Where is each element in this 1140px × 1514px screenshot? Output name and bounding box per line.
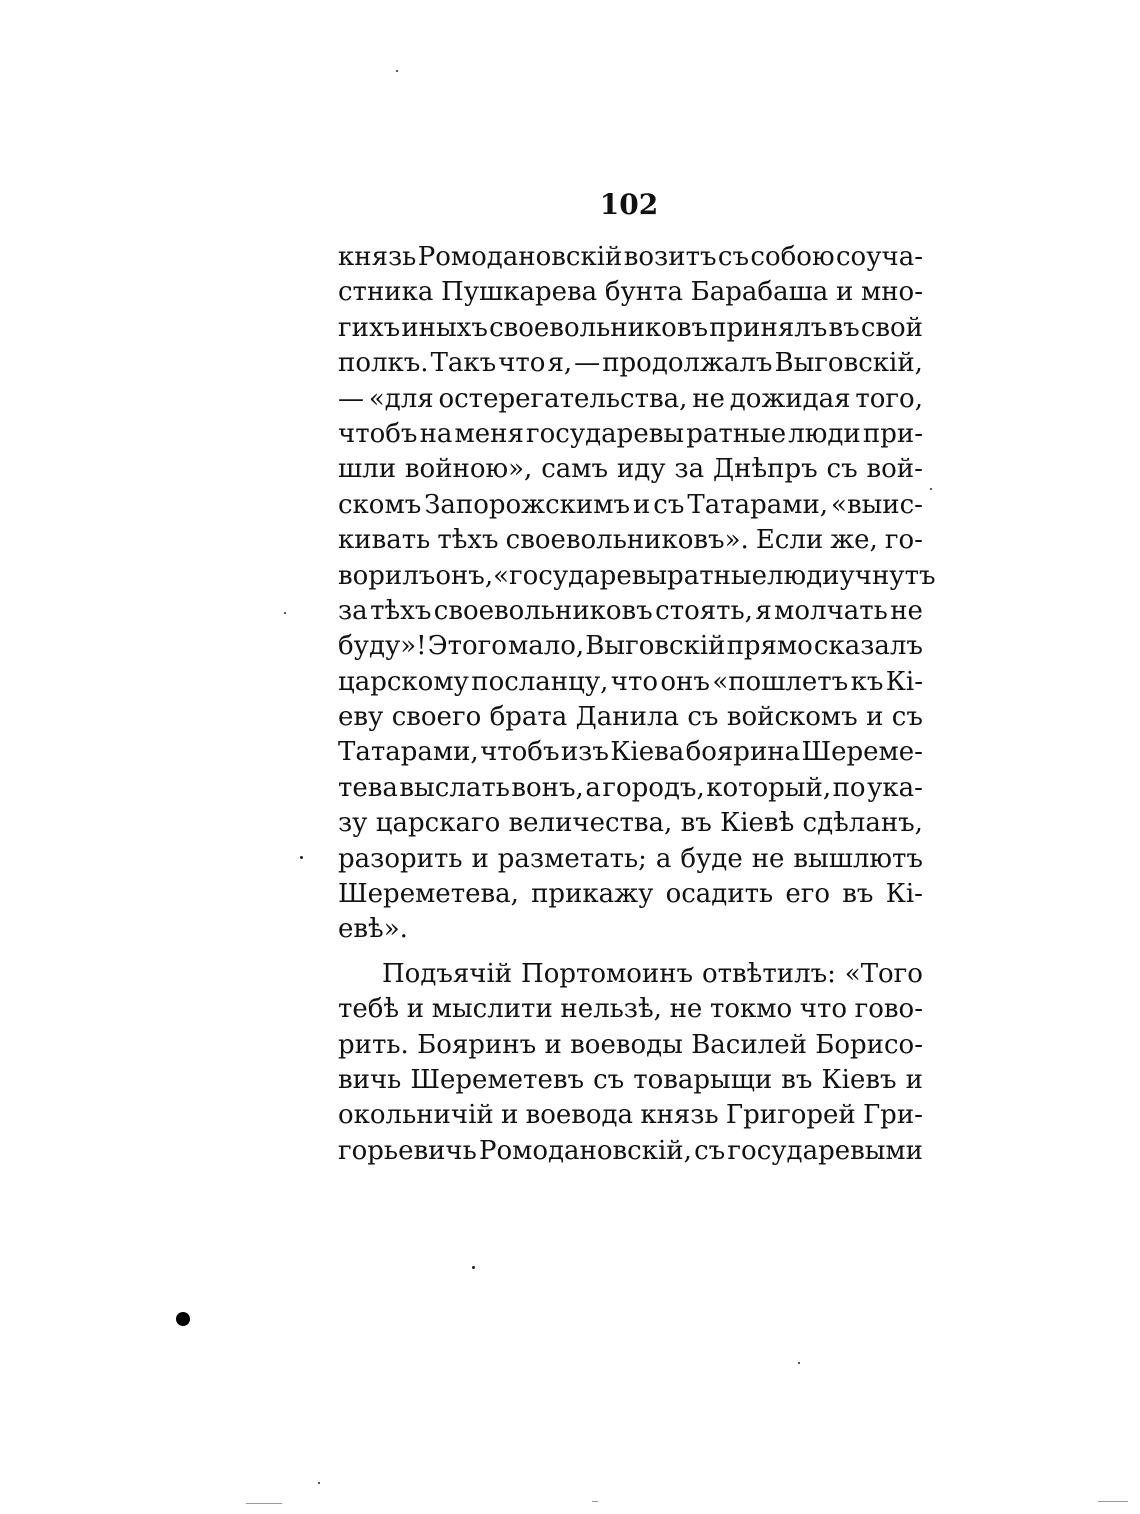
word: Днѣпръ xyxy=(712,454,818,485)
word: токмо xyxy=(709,994,793,1025)
text-line xyxy=(338,311,923,346)
word: горьевичь xyxy=(338,1135,477,1166)
word: разметать; xyxy=(497,843,647,874)
word: Пушкарева xyxy=(441,277,598,308)
word: зу xyxy=(338,808,368,839)
word: го- xyxy=(884,525,923,556)
word: молчать xyxy=(774,595,888,626)
word: Ромодановскій, xyxy=(479,1135,692,1166)
word: не xyxy=(890,595,923,626)
word: прикажу xyxy=(531,879,654,910)
word: чтобъ xyxy=(338,418,418,449)
word: Григорей xyxy=(725,1100,856,1131)
text-line xyxy=(338,912,923,947)
word: за xyxy=(338,595,368,626)
word: — xyxy=(338,383,364,414)
text-line xyxy=(338,842,923,877)
word: Татарами, xyxy=(687,489,829,520)
word: товарыщи xyxy=(633,1064,773,1095)
word: тева xyxy=(338,772,398,803)
word: посланцу, xyxy=(471,666,609,697)
text-line xyxy=(338,992,923,1027)
word: Ромодановскій xyxy=(417,242,623,272)
word: и xyxy=(471,843,489,874)
word: вонъ, xyxy=(511,772,584,803)
word: остерегательства, xyxy=(438,383,688,414)
word: Шереме- xyxy=(801,737,923,768)
word: съ xyxy=(891,702,923,733)
word: боярина xyxy=(685,737,801,768)
text-line xyxy=(338,629,923,664)
word: тѣхъ xyxy=(370,595,432,626)
text-line xyxy=(338,559,936,594)
word: гихъ xyxy=(338,312,401,343)
word: не xyxy=(669,994,703,1025)
word: же, xyxy=(830,525,878,556)
text-line xyxy=(338,665,923,700)
word: рить. xyxy=(338,1029,409,1060)
word: Василей xyxy=(691,1029,807,1060)
word: гово- xyxy=(854,994,923,1025)
word: вой- xyxy=(866,454,923,485)
word: буде xyxy=(680,843,743,874)
word: онъ xyxy=(660,666,710,697)
scan-speck xyxy=(396,70,398,72)
word: своего xyxy=(391,702,482,733)
word: люди xyxy=(788,418,861,449)
word: своевольниковъ xyxy=(433,595,653,626)
word: не xyxy=(692,383,725,414)
word: что xyxy=(799,994,847,1025)
word: своевольниковъ». xyxy=(505,525,749,556)
word: «Того xyxy=(844,958,923,989)
word: и xyxy=(866,702,884,733)
word: Гри- xyxy=(862,1100,923,1131)
text-line xyxy=(338,594,923,629)
word: Подъячій xyxy=(382,958,513,989)
scan-dash xyxy=(1098,1501,1128,1502)
word: Шереметевъ xyxy=(410,1064,585,1095)
word: ворилъ xyxy=(338,560,436,591)
word: его xyxy=(785,879,831,910)
word: не xyxy=(751,843,785,874)
word: князь xyxy=(338,242,417,272)
word: Кіевѣ xyxy=(720,808,795,839)
word: «государевы xyxy=(493,560,668,591)
scan-speck xyxy=(300,856,303,859)
word: при- xyxy=(862,418,923,449)
word: Этого xyxy=(427,631,507,662)
word: возитъ xyxy=(623,242,717,272)
text-line xyxy=(338,452,923,487)
word: Бояринъ xyxy=(417,1029,537,1060)
word: самъ xyxy=(541,454,609,485)
scan-speck xyxy=(284,612,286,614)
word: изъ xyxy=(560,737,609,768)
word: городъ, xyxy=(602,772,705,803)
word: «пошлетъ xyxy=(712,666,849,697)
word: Шереметева, xyxy=(338,879,519,910)
word: Барабаша xyxy=(690,277,829,308)
scan-dash xyxy=(246,1503,282,1504)
word: воевода xyxy=(525,1100,634,1131)
word: отвѣтилъ: xyxy=(702,958,836,989)
word: ратные xyxy=(667,560,767,591)
word: Кі- xyxy=(885,666,923,697)
word: войскомъ xyxy=(726,702,858,733)
word: соуча- xyxy=(836,242,923,272)
scan-dash xyxy=(592,1501,598,1502)
text-line xyxy=(338,382,923,417)
word: къ xyxy=(850,666,884,697)
scan-speck xyxy=(472,1266,475,1269)
word: сказалъ xyxy=(813,631,923,662)
word: свой xyxy=(860,312,923,343)
word: брата xyxy=(489,702,568,733)
word: царскому xyxy=(338,666,469,697)
text-line xyxy=(338,700,923,735)
paragraph-gap xyxy=(338,948,923,957)
word: выслать xyxy=(399,772,510,803)
word: окольничій xyxy=(338,1100,494,1131)
word: Такъ xyxy=(430,348,497,379)
word: въ xyxy=(828,312,860,343)
word: и xyxy=(406,994,425,1025)
word: «для xyxy=(368,383,434,414)
word: войною», xyxy=(404,454,533,485)
word: Портомоинъ xyxy=(521,958,694,989)
word: на xyxy=(419,418,453,449)
word: за xyxy=(674,454,705,485)
word: въ xyxy=(680,808,712,839)
word: царскаго xyxy=(375,808,501,839)
word: Татарами, xyxy=(338,737,479,768)
word: съ xyxy=(826,454,858,485)
word: я, xyxy=(547,348,573,379)
word: учнутъ xyxy=(839,560,936,591)
text-line xyxy=(338,877,923,912)
word: Борисо- xyxy=(815,1029,923,1060)
word: величества, xyxy=(508,808,673,839)
word: Кі- xyxy=(885,879,923,910)
text-line xyxy=(338,771,923,806)
text-line xyxy=(338,1134,923,1169)
word: шли xyxy=(338,454,397,485)
word: а xyxy=(585,772,601,803)
word: евѣ». xyxy=(338,914,408,945)
word: прямо xyxy=(726,631,813,662)
word: воеводы xyxy=(570,1029,683,1060)
word: осадить xyxy=(665,879,774,910)
word: съ xyxy=(593,1064,625,1095)
page-number: 102 xyxy=(599,188,659,221)
word: съ xyxy=(694,1135,726,1166)
word: Запорожскимъ xyxy=(424,489,631,520)
word: буду»! xyxy=(338,631,427,662)
text-line xyxy=(338,523,923,558)
word: разорить xyxy=(338,843,463,874)
word: того, xyxy=(855,383,923,414)
text-line xyxy=(338,1063,923,1098)
word: что xyxy=(498,348,546,379)
word: иныхъ xyxy=(401,312,488,343)
word: по xyxy=(832,772,866,803)
word: продолжалъ xyxy=(602,348,773,379)
text-line xyxy=(338,488,923,523)
text-line xyxy=(338,806,923,841)
word: иду xyxy=(616,454,666,485)
text-line xyxy=(338,957,923,992)
word: — xyxy=(574,348,601,379)
word: нельзѣ, xyxy=(560,994,662,1025)
word: люди xyxy=(766,560,840,591)
word: меня xyxy=(454,418,524,449)
word: Кіевъ xyxy=(821,1064,897,1095)
word: тебѣ xyxy=(338,994,400,1025)
word: а xyxy=(655,843,672,874)
word: вичь xyxy=(338,1064,402,1095)
word: съ xyxy=(717,242,750,272)
word: полкъ. xyxy=(338,348,429,379)
word: онъ, xyxy=(435,560,494,591)
word: съ xyxy=(687,702,719,733)
word: бунта xyxy=(604,277,683,308)
word: и xyxy=(835,277,854,308)
word: и xyxy=(544,1029,562,1060)
word: стоять, xyxy=(655,595,753,626)
word: тѣхъ xyxy=(437,525,499,556)
word: еву xyxy=(338,702,384,733)
word: мало, xyxy=(508,631,585,662)
word: «выис- xyxy=(831,489,923,520)
word: Данила xyxy=(575,702,679,733)
word: ука- xyxy=(867,772,923,803)
word: въ xyxy=(781,1064,813,1095)
word: чтобъ xyxy=(480,737,560,768)
word: въ xyxy=(842,879,874,910)
word: ратные xyxy=(686,418,787,449)
text-line xyxy=(338,1098,923,1133)
word: что xyxy=(610,666,659,697)
word: государевы xyxy=(526,418,685,449)
text-block xyxy=(338,240,936,1169)
word: съ xyxy=(653,489,685,520)
text-line xyxy=(338,346,923,381)
word: и xyxy=(500,1100,519,1131)
word: Если xyxy=(755,525,824,556)
text-line xyxy=(338,240,923,275)
scan-speck xyxy=(798,1362,800,1364)
word: мно- xyxy=(860,277,923,308)
word: скомъ xyxy=(338,489,422,520)
word: государевыми xyxy=(727,1135,923,1166)
word: своевольниковъ xyxy=(489,312,709,343)
word: и xyxy=(905,1064,923,1095)
text-line xyxy=(338,275,923,310)
word: сдѣланъ, xyxy=(802,808,923,839)
word: кивать xyxy=(338,525,431,556)
word: Выговскій, xyxy=(774,348,923,379)
word: вышлютъ xyxy=(793,843,923,874)
text-line xyxy=(338,417,923,452)
word: мыслити xyxy=(431,994,553,1025)
word: дожидая xyxy=(729,383,851,414)
text-line xyxy=(338,735,923,770)
word: князь xyxy=(640,1100,719,1131)
word: собою xyxy=(750,242,835,272)
word: Кіева xyxy=(610,737,685,768)
scan-speck xyxy=(176,1312,190,1326)
word: и xyxy=(632,489,651,520)
word: Выговскій xyxy=(585,631,726,662)
word: стника xyxy=(338,277,434,308)
word: я xyxy=(755,595,772,626)
scan-speck xyxy=(318,1482,320,1484)
word: который, xyxy=(706,772,832,803)
text-line xyxy=(338,1028,923,1063)
scan-speck xyxy=(930,488,932,490)
word: принялъ xyxy=(709,312,828,343)
